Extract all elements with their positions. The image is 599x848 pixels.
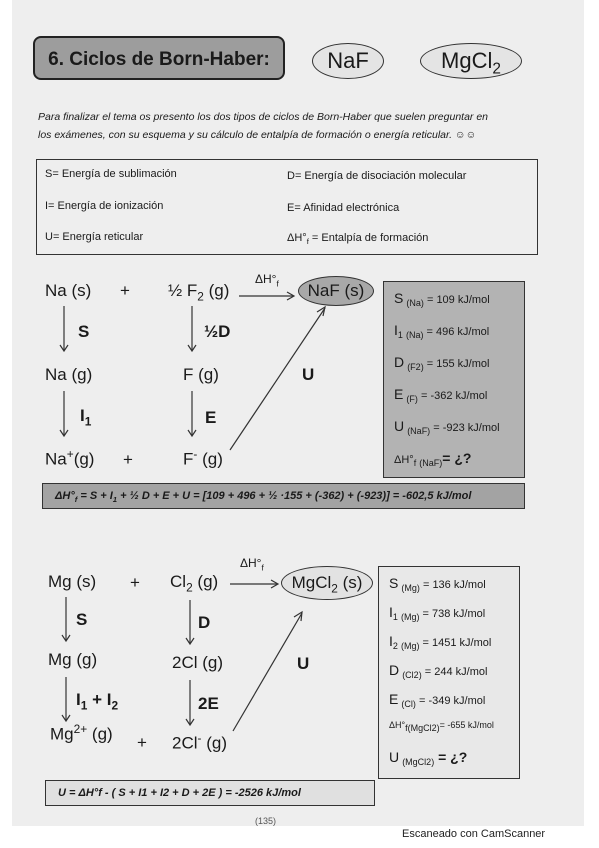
mg-row-i2-key: I	[389, 633, 393, 649]
naf-f-gas: F (g)	[183, 365, 219, 384]
naf-row-s-key: S	[394, 290, 404, 306]
mg-mg-ion-a: Mg	[50, 724, 74, 744]
intro-line-1: Para finalizar el tema os presento los dos tipos de ciclos de Born-Haber que suelen preguntar en	[38, 111, 489, 123]
naf-eq-a: ΔH°	[55, 490, 75, 502]
mg-product-a: MgCl	[291, 573, 332, 592]
mg-row-e-value: = -349 kJ/mol	[415, 695, 486, 707]
mg-row-d-key: D	[389, 662, 400, 678]
mg-cl-ion-sup: -	[197, 731, 202, 745]
naf-row-h-sub: (NaF)	[419, 458, 443, 469]
mg-row-d-value: = 244 kJ/mol	[421, 666, 488, 678]
mg-row-s-sub: (Mg)	[401, 583, 420, 594]
def-enthalpy-text: = Entalpía de formación	[308, 232, 429, 244]
naf-f-ion-sup: -	[193, 447, 198, 461]
def-affinity: E= Afinidad electrónica	[287, 202, 400, 214]
mg-row-h	[389, 720, 494, 733]
naf-f-ion-a: F	[183, 449, 194, 469]
mg-row-h-key-sub: f	[405, 722, 408, 733]
naf-row-s-sub: (Na)	[406, 298, 424, 309]
mg-product-sub: 2	[331, 581, 338, 596]
naf-plus-2: +	[123, 450, 133, 469]
naf-step-i-sub: 1	[84, 414, 92, 429]
naf-f2-a: ½ F	[168, 281, 198, 300]
naf-row-s-value: = 109 kJ/mol	[423, 294, 490, 306]
naf-row-i-key-sub: 1	[397, 330, 403, 341]
mg-row-i2	[389, 633, 491, 651]
naf-eq-b-sub: 1	[112, 495, 118, 505]
naf-row-h-key-sub: f	[413, 458, 417, 469]
def-ionization: I= Energía de ionización	[45, 200, 164, 212]
naf-row-i-sub: (Na)	[405, 330, 424, 341]
mg-cl2-b: (g)	[192, 572, 219, 591]
mg-row-i1-key-sub: 1	[392, 612, 398, 623]
section-title: 6. Ciclos de Born-Haber:	[33, 36, 285, 80]
mg-row-u-value: = ¿?	[434, 749, 468, 765]
mg-row-s	[389, 575, 486, 593]
mg-mg-solid: Mg (s)	[48, 572, 97, 591]
def-dissociation: D= Energía de disociación molecular	[287, 170, 467, 182]
naf-eq-b: = S + I	[77, 490, 113, 502]
mg-step-s: S	[76, 610, 88, 629]
mg-step-2e: 2E	[198, 694, 219, 713]
naf-eq-sub: f	[74, 495, 78, 505]
mg-row-s-value: = 136 kJ/mol	[419, 579, 486, 591]
mg-row-e-sub: (Cl)	[401, 699, 416, 710]
mg-dh-main: ΔH°	[240, 556, 262, 570]
mg-mg-ion-sup: 2+	[73, 722, 88, 736]
mg-row-h-value: = -655 kJ/mol	[439, 720, 494, 730]
mg-plus-2: +	[137, 733, 147, 752]
naf-f2-b: (g)	[203, 281, 230, 300]
naf-row-e-key: E	[394, 386, 404, 402]
mg-step-i-b-sub: 2	[111, 698, 119, 713]
naf-row-u-value: = -923 kJ/mol	[430, 422, 500, 434]
mg-arrow-u	[233, 613, 302, 731]
naf-step-s: S	[78, 322, 90, 341]
def-enthalpy-sub: f	[306, 237, 309, 247]
mg-row-d	[389, 662, 487, 680]
mg-plus-1: +	[130, 573, 140, 592]
naf-row-d-sub: (F2)	[407, 362, 424, 373]
naf-na-gas: Na (g)	[45, 365, 93, 384]
mg-step-i-a: I	[76, 690, 81, 709]
mgcl2-equation: U = ΔH°f - ( S + I1 + I2 + D + 2E ) = -2526 kJ/mol	[45, 780, 375, 806]
naf-dh-sub: f	[276, 278, 279, 289]
mg-row-i1-key: I	[389, 604, 393, 620]
naf-row-i-value: = 496 kJ/mol	[423, 326, 490, 338]
camscanner-footer: Escaneado con CamScanner	[402, 828, 546, 840]
mgcl2-pill-main: MgCl	[441, 48, 493, 73]
naf-row-h-value: = ¿?	[442, 450, 472, 466]
naf-row-e-value: = -362 kJ/mol	[417, 390, 488, 402]
mg-row-i1-value: = 738 kJ/mol	[419, 608, 486, 620]
page-number: (135)	[255, 816, 277, 826]
mg-cl-ion-a: 2Cl	[172, 733, 198, 753]
mg-row-i2-value: = 1451 kJ/mol	[419, 637, 492, 649]
mg-product-b: (s)	[337, 573, 363, 592]
naf-row-d-key: D	[394, 354, 405, 370]
naf-product-ellipse: NaF (s)	[298, 276, 374, 306]
naf-step-half-d: ½D	[204, 322, 231, 341]
naf-na-ion-sup: +	[66, 447, 74, 461]
naf-row-u-key: U	[394, 418, 405, 434]
mg-step-u: U	[297, 654, 310, 673]
naf-plus-1: +	[120, 281, 130, 300]
mg-cl2-sub: 2	[186, 580, 193, 595]
mgcl2-pill-sub: 2	[492, 60, 501, 78]
naf-step-e: E	[205, 408, 217, 427]
def-reticular: U= Energía reticular	[45, 231, 144, 243]
mg-cl2-a: Cl	[170, 572, 187, 591]
naf-pill: NaF	[312, 43, 384, 79]
naf-f-ion-b: (g)	[197, 449, 223, 469]
mg-cl-ion-b: (g)	[201, 733, 227, 753]
naf-dh-main: ΔH°	[255, 272, 277, 286]
mg-cl-gas: 2Cl (g)	[172, 653, 224, 672]
mg-row-d-sub: (Cl2)	[402, 670, 422, 681]
def-enthalpy-symbol: ΔH°	[287, 232, 307, 244]
mg-row-s-key: S	[389, 575, 399, 591]
mg-mg-ion-b: (g)	[87, 724, 113, 744]
mgcl2-data-box	[378, 566, 520, 779]
mg-row-u-key: U	[389, 749, 400, 765]
naf-row-d-value: = 155 kJ/mol	[423, 358, 490, 370]
naf-step-i: I	[80, 406, 85, 425]
naf-row-u-sub: (NaF)	[407, 426, 431, 437]
naf-na-ion-b: (g)	[73, 449, 95, 469]
mg-row-i1	[389, 604, 485, 622]
mg-step-d: D	[198, 613, 211, 632]
naf-step-u: U	[302, 365, 315, 384]
mg-row-u	[389, 749, 467, 767]
mg-row-i1-sub: (Mg)	[400, 612, 420, 623]
naf-row-e-sub: (F)	[406, 394, 418, 405]
naf-na-ion-a: Na	[45, 449, 67, 469]
naf-row-i-key: I	[394, 322, 398, 338]
naf-na-solid: Na (s)	[45, 281, 92, 300]
def-sublimation: S= Energía de sublimación	[45, 168, 177, 180]
mg-dh-sub: f	[261, 562, 264, 573]
mg-step-i-mid: + I	[87, 690, 112, 709]
mg-row-e-key: E	[389, 691, 399, 707]
mg-step-i-a-sub: 1	[80, 698, 88, 713]
naf-f2-sub: 2	[197, 289, 204, 304]
mg-row-u-sub: (MgCl2)	[402, 757, 435, 768]
naf-eq-c: + ½ D + E + U = [109 + 496 + ½ ·155 + (-362) + (-923)] = -602,5 kJ/mol	[117, 490, 472, 502]
mg-row-h-key: ΔH°	[389, 720, 406, 730]
mg-row-i2-sub: (Mg)	[400, 641, 420, 652]
naf-row-h-key: ΔH°	[394, 454, 414, 466]
mg-row-i2-key-sub: 2	[392, 641, 398, 652]
intro-line-2: los exámenes, con su esquema y su cálculo de entalpía de formación o energía reticular. ☺☺	[38, 129, 477, 141]
mg-row-h-sub: (MgCl2)	[407, 722, 440, 733]
mg-mg-gas: Mg (g)	[48, 650, 98, 669]
mg-row-e	[389, 691, 485, 709]
